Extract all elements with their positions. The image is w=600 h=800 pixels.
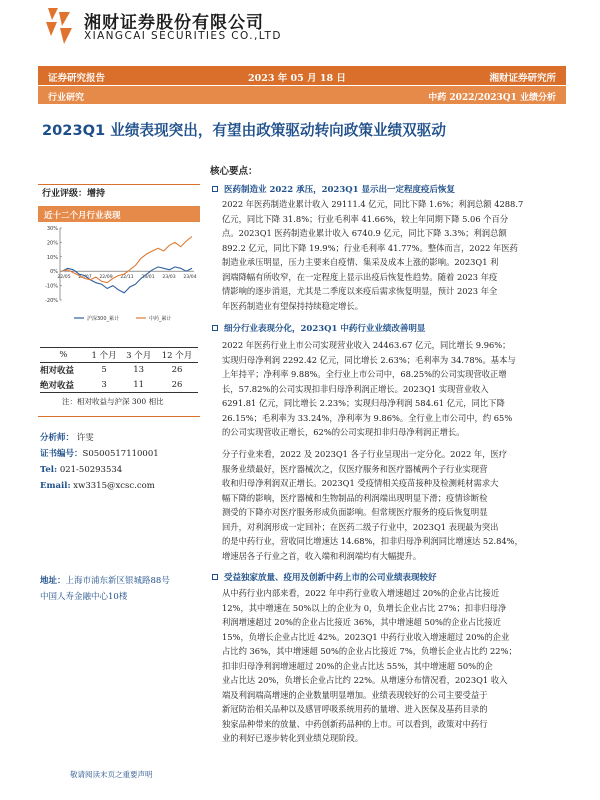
text-line: 从中药行业内部来看，2022 年中药行业收入增速超过 20%的企业占比接近 — [222, 588, 500, 598]
text-line: 上年持平；净利率 9.88%。全行业上市公司中，68.25%的公司实现营收正增 — [222, 369, 507, 379]
perf-cell: 13 — [133, 365, 145, 376]
section1-body — [222, 197, 578, 313]
text-line: 利润增速超过 20%的企业占比接近 36%，其中增速超 50%的企业占比接近 — [222, 617, 501, 627]
section2b-body — [222, 447, 578, 563]
text-line: 12%，其中增速在 50%以上的企业为 0，负增长企业占比 27%；扣非归母净 — [222, 602, 507, 613]
text-line: 6291.81 亿元，同比增长 2.23%；实现归母净利润 584.61 亿元，同比下降 — [222, 398, 505, 408]
text-line: 制造业承压明显，压力主要来自疫情、集采及成本上涨的影响。2023Q1 利 — [222, 257, 499, 267]
text-line: 892.2 亿元，同比下降 19.9%；行业毛利率 41.77%。整体而言，2022 年医药 — [222, 242, 518, 253]
analyst-name: 许雯 — [76, 433, 94, 443]
y-tick-label: -20% — [45, 298, 58, 304]
text-line: 15%，负增长企业占比近 42%。2023Q1 中药行业收入增速超过 20%的企业 — [222, 631, 510, 642]
performance-table — [40, 347, 198, 393]
perf-header-1m: 1 个月 — [87, 348, 122, 363]
address-block — [40, 573, 170, 605]
address-line2: 中国人寿金融中心10楼 — [40, 592, 128, 602]
section2-title — [212, 322, 425, 334]
text-line: 幅下降的影响，医疗器械和生物制品的利润端出现明显下滑；疫情诊断检 — [222, 492, 488, 503]
page-title: 2023Q1 业绩表现突出，有望由政策驱动转向政策业绩双驱动 — [42, 122, 446, 139]
perf-cell: 3 — [87, 378, 122, 393]
text-line: 业占比达 20%，负增长企业占比约 22%。从增速分布情况看，2023Q1 收入 — [222, 675, 508, 685]
industry-rating: 行业评级：增持 — [42, 189, 106, 199]
text-line: 收和归母净利润双正增长。2023Q1 受疫情相关疫苗接种及检测耗材需求大 — [222, 478, 499, 488]
institute-name: 湘财证券研究所 — [489, 73, 556, 84]
report-subject: 中药 2022/2023Q1 业绩分析 — [428, 93, 556, 103]
perf-cell: 26 — [156, 378, 198, 393]
legend-label: 沪深300_累计 — [87, 316, 120, 322]
text-line: 服务业绩最好，医疗器械次之，仅医疗服务和医疗器械两个子行业实现营 — [222, 463, 488, 474]
report-type: 证券研究报告 — [48, 73, 106, 84]
x-tick-label: 23/01 — [141, 275, 155, 281]
perf-row-label: 绝对收益 — [40, 378, 87, 393]
text-line: 点。2023Q1 医药制造业累计收入 6740.9 亿元，同比下降 3.3%；利润总额 — [222, 228, 507, 238]
perf-header-unit: % — [40, 348, 87, 363]
chart-header: 近十二个月行业表现 — [38, 206, 200, 222]
section3-title-text: 受益独家放量、疫用及创新中药上市的公司业绩表现较好 — [224, 573, 437, 583]
tel-number: 021-50293534 — [59, 465, 123, 475]
text-line: 扣非归母净利润增速超过 20%的企业占比达 55%，其中增速超 50%的企 — [222, 660, 493, 671]
section3-title — [212, 571, 437, 583]
core-points-label: 核心要点： — [210, 166, 258, 177]
text-line: 增速居各子行业之首，收入端和利润端均有大幅提升。 — [222, 550, 422, 561]
section2-body — [222, 338, 578, 440]
cert-label: 证书编号： — [40, 449, 83, 459]
report-category-bar — [38, 86, 566, 104]
text-line: 业的利好已逐步转化到业绩兑现阶段。 — [222, 733, 364, 743]
x-tick-label: 23/03 — [162, 275, 176, 281]
analyst-divider — [38, 416, 200, 417]
table-row — [40, 363, 198, 378]
text-line: 分子行业来看，2022 及 2023Q1 各子行业呈现出一定分化。2022 年，医疗 — [222, 449, 508, 459]
square-bullet-icon — [212, 186, 218, 192]
x-tick-label: 22/09 — [99, 275, 113, 281]
tel-label: Tel: — [40, 465, 58, 475]
company-logo — [42, 6, 600, 50]
text-line: 的是中药行业，营收同比增速达 14.68%，扣非归母净利润同比增速达 52.84%， — [222, 536, 523, 546]
logo-mark-icon — [42, 6, 76, 46]
rating-divider — [38, 184, 200, 185]
y-tick-label: 0% — [50, 269, 58, 276]
performance-chart — [38, 224, 200, 328]
text-line: 长，57.82%的公司实现扣非归母净利润正增长。2023Q1 实现营业收入 — [222, 383, 489, 394]
company-name-en: XIANGCAI SECURITIES CO.,LTD — [84, 30, 282, 42]
section3-body — [222, 586, 578, 746]
text-line: 2022 年医药行业上市公司实现营业收入 24463.67 亿元，同比增长 9.96%； — [222, 340, 511, 350]
section1-title — [212, 183, 455, 195]
report-info-bar — [38, 66, 566, 85]
perf-cell: 26 — [171, 365, 183, 376]
text-line: 测受的下降亦对医疗服务形成负面影响。但常规医疗服务的疫后恢复明显 — [222, 507, 488, 517]
text-line: 2022 年医药制造业累计收入 29111.4 亿元，同比下降 1.6%；利润总额 4288.7 — [222, 199, 524, 209]
text-line: 润端降幅有所收窄，在一定程度上显示出疫后恢复性趋势。随着 2023 年疫 — [222, 271, 498, 282]
y-tick-label: 10% — [46, 254, 58, 261]
text-line: 端及利润端高增速的企业数量明显增加。业绩表现较好的公司主要受益于 — [222, 689, 488, 700]
section2-title-text: 细分行业表现分化，2023Q1 中药行业业绩改善明显 — [224, 324, 426, 334]
y-tick-label: 30% — [46, 226, 58, 232]
text-line: 新冠防治相关品种以及感冒呼吸系统用药的量增、进入医保及基药目录的 — [222, 704, 488, 714]
text-line: 亿元，同比下降 31.8%；行业毛利率 41.66%，较上年同期下降 5.06 个百分 — [222, 213, 509, 224]
x-tick-label: 22/07 — [78, 275, 92, 281]
text-line: 26.15%；毛利率为 33.24%，净利率为 9.86%。全行业上市公司中，约 65% — [222, 412, 513, 423]
perf-row-label: 相对收益 — [40, 366, 75, 377]
y-tick-label: -10% — [45, 283, 58, 290]
y-tick-label: 20% — [46, 240, 58, 247]
x-tick-label: 22/11 — [120, 275, 134, 281]
square-bullet-icon — [212, 325, 218, 331]
section1-title-text: 医药制造业 2022 承压，2023Q1 显示出一定程度疫后恢复 — [224, 185, 456, 195]
text-line: 情影响的逐步消退，尤其是二季度以来疫后需求恢复明显，预计 2023 年全 — [222, 286, 498, 296]
perf-header-12m: 12 个月 — [156, 348, 198, 363]
analyst-info — [40, 430, 159, 494]
legend-label: 中药_累计 — [149, 316, 172, 322]
text-line: 回升，对利润形成一定回补；在医药二级子行业中，2023Q1 表现最为突出 — [222, 521, 499, 532]
address-label: 地址： — [40, 576, 66, 586]
text-line: 实现归母净利润 2292.42 亿元，同比增长 2.63%；毛利率为 34.78%。基本与 — [222, 354, 516, 365]
text-line: 的公司实现营收正增长，62%的公司实现扣非归母净利润正增长。 — [222, 427, 465, 437]
perf-note: 注：相对收益与沪深 300 相比 — [62, 397, 164, 406]
perf-cell: 5 — [101, 365, 107, 376]
table-row — [40, 378, 198, 393]
square-bullet-icon — [212, 574, 218, 580]
x-tick-label: 23/04 — [183, 275, 197, 281]
address-line1: 上海市浦东新区银城路88号 — [65, 576, 170, 586]
research-type: 行业研究 — [48, 93, 85, 103]
perf-cell: 11 — [121, 378, 156, 393]
x-tick-label: 22/05 — [57, 275, 71, 281]
text-line: 独家品种带来的放量、中药创新药品种的上市。可以看到，政策对中药行 — [222, 718, 488, 729]
company-name-cn: 湘财证券股份有限公司 — [84, 13, 264, 33]
text-line: 年医药制造业有望保持持续稳定增长。 — [222, 300, 364, 311]
email-link[interactable]: xw3315@xcsc.com — [73, 481, 155, 491]
text-line: 占比约 36%，其中增速超 50%的企业占比接近 7%，负增长企业占比约 22%； — [222, 646, 517, 656]
analyst-label: 分析师： — [40, 433, 75, 443]
report-date: 2023 年 05 月 18 日 — [248, 73, 346, 84]
cert-number: S0500517110001 — [82, 449, 159, 459]
email-label: Email: — [40, 481, 71, 491]
perf-header-3m: 3 个月 — [121, 348, 156, 363]
footer-disclaimer: 敬请阅读末页之重要声明 — [70, 770, 153, 779]
